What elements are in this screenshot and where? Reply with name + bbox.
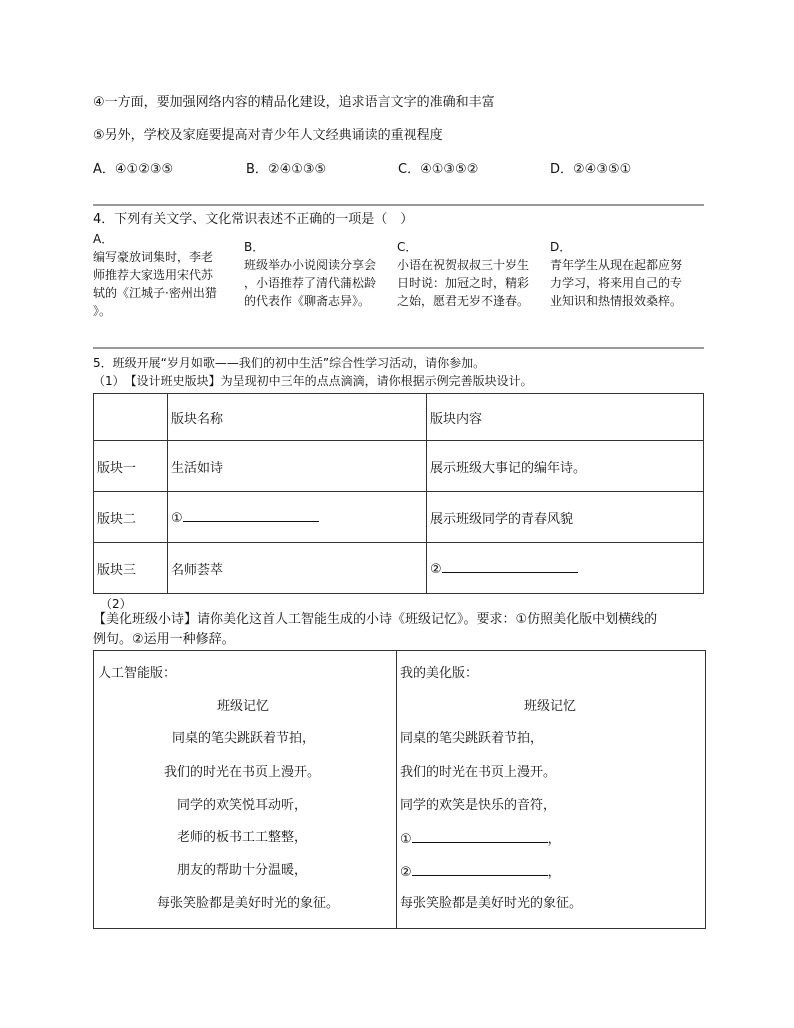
choice-line: 力学习，将来用自己的专 [550, 276, 683, 290]
right-line: 我们的时光在书页上漫开。 [400, 765, 557, 780]
table-row [94, 394, 704, 441]
choice-letter: C． [397, 240, 418, 254]
table-cell: 版块名称 [168, 394, 427, 441]
table-cell: 版块一 [94, 441, 168, 492]
answer-blank-2[interactable] [442, 560, 578, 573]
right-line: 同桌的笔尖跳跃着节拍， [400, 731, 544, 746]
section-table [93, 393, 704, 594]
q4-stem: 4．下列有关文学、文化常识表述不正确的一项是（ ） [93, 212, 414, 227]
table-cell: 展示班级大事记的编年诗。 [427, 441, 704, 492]
choice-line: 小语在祝贺叔叔三十岁生 [397, 258, 530, 272]
right-title: 班级记忆 [524, 699, 577, 714]
divider [93, 204, 704, 206]
poem-blank-row-2[interactable] [400, 863, 561, 881]
left-line: 同桌的笔尖跳跃着节拍， [172, 731, 316, 746]
choice-letter: D． [550, 240, 572, 254]
q5-sub2-number: （2） [100, 597, 132, 611]
table-cell: 生活如诗 [168, 441, 427, 492]
blank-marker: ② [430, 561, 442, 577]
sentence-4: ④一方面，要加强网络内容的精品化建设，追求语言文字的准确和丰富 [93, 95, 495, 110]
choice-line: 之始，愿君无岁不逢春。 [397, 294, 530, 308]
table-cell[interactable] [168, 492, 427, 543]
table-cell: 名师荟萃 [168, 543, 427, 594]
choice-line: 轼的《江城子·密州出猎 [93, 286, 217, 300]
poem-table [93, 650, 706, 929]
choice-line: 》。 [93, 304, 112, 318]
poem-blank-2[interactable] [412, 863, 548, 876]
q4-choice-a[interactable] [93, 230, 243, 320]
q5-stem: 5．班级开展“岁月如歌——我们的初中生活”综合性学习活动，请你参加。 [93, 356, 486, 370]
blank-marker: ① [400, 832, 412, 847]
option-d[interactable]: D．②④③⑤① [550, 162, 632, 177]
choice-letter: B． [244, 240, 265, 254]
answer-blank-1[interactable] [183, 509, 319, 522]
table-cell: 展示班级同学的青春风貌 [427, 492, 704, 543]
choice-line: ，小语推荐了清代蒲松龄 [244, 276, 377, 290]
table-cell[interactable] [427, 543, 704, 594]
table-cell: 版块内容 [427, 394, 704, 441]
table-row [94, 441, 704, 492]
left-line: 每张笑脸都是美好时光的象征。 [157, 896, 340, 911]
poem-blank-row-1[interactable] [400, 830, 561, 848]
poem-blank-1[interactable] [412, 830, 548, 843]
q4-choice-b[interactable] [244, 238, 396, 310]
table-cell: 版块二 [94, 492, 168, 543]
sentence-5: ⑤另外，学校及家庭要提高对青少年人文经典诵读的重视程度 [93, 128, 443, 143]
left-line: 同学的欢笑悦耳动听， [177, 798, 308, 813]
right-line: 同学的欢笑是快乐的音符， [400, 798, 557, 813]
q4-choice-c[interactable] [397, 238, 549, 310]
choice-letter: A． [93, 232, 114, 246]
comma: ， [547, 832, 561, 847]
right-line: 每张笑脸都是美好时光的象征。 [400, 896, 583, 911]
choice-line: 班级举办小说阅读分享会 [244, 258, 377, 272]
option-a[interactable]: A．④①②③⑤ [93, 162, 174, 177]
q5-sub2-line2: 例句。②运用一种修辞。 [93, 632, 235, 647]
table-row [94, 543, 704, 594]
divider [93, 347, 704, 349]
choice-line: 的代表作《聊斋志异》。 [244, 294, 371, 308]
left-header: 人工智能版： [98, 666, 177, 681]
option-c[interactable]: C．④①③⑤② [398, 162, 479, 177]
choice-line: 业知识和热情报效桑梓。 [550, 294, 683, 308]
left-line: 老师的板书工工整整， [177, 830, 308, 845]
left-title: 班级记忆 [217, 699, 270, 714]
choice-line: 日时说：加冠之时，精彩 [397, 276, 530, 290]
blank-marker: ② [400, 865, 412, 880]
left-line: 我们的时光在书页上漫开。 [164, 765, 321, 780]
choice-line: 青年学生从现在起都应努 [550, 258, 683, 272]
q4-choice-d[interactable] [550, 238, 706, 310]
column-divider [396, 651, 397, 928]
table-row [94, 492, 704, 543]
left-line: 朋友的帮助十分温暖， [177, 863, 308, 878]
table-cell [94, 394, 168, 441]
blank-marker: ① [171, 510, 183, 526]
table-cell: 版块三 [94, 543, 168, 594]
comma: ， [547, 865, 561, 880]
choice-line: 师推荐大家选用宋代苏 [93, 268, 214, 282]
choice-line: 编写豪放词集时，李老 [93, 250, 214, 264]
q5-sub1: （1） 【设计班史版块】为呈现初中三年的点点滴滴，请你根据示例完善版块设计。 [93, 374, 533, 388]
right-header: 我的美化版： [400, 666, 479, 681]
option-b[interactable]: B．②④①③⑤ [246, 162, 327, 177]
q5-sub2-line1: 【美化班级小诗】请你美化这首人工智能生成的小诗《班级记忆》。要求：①仿照美化版中划横线的 [93, 612, 658, 627]
